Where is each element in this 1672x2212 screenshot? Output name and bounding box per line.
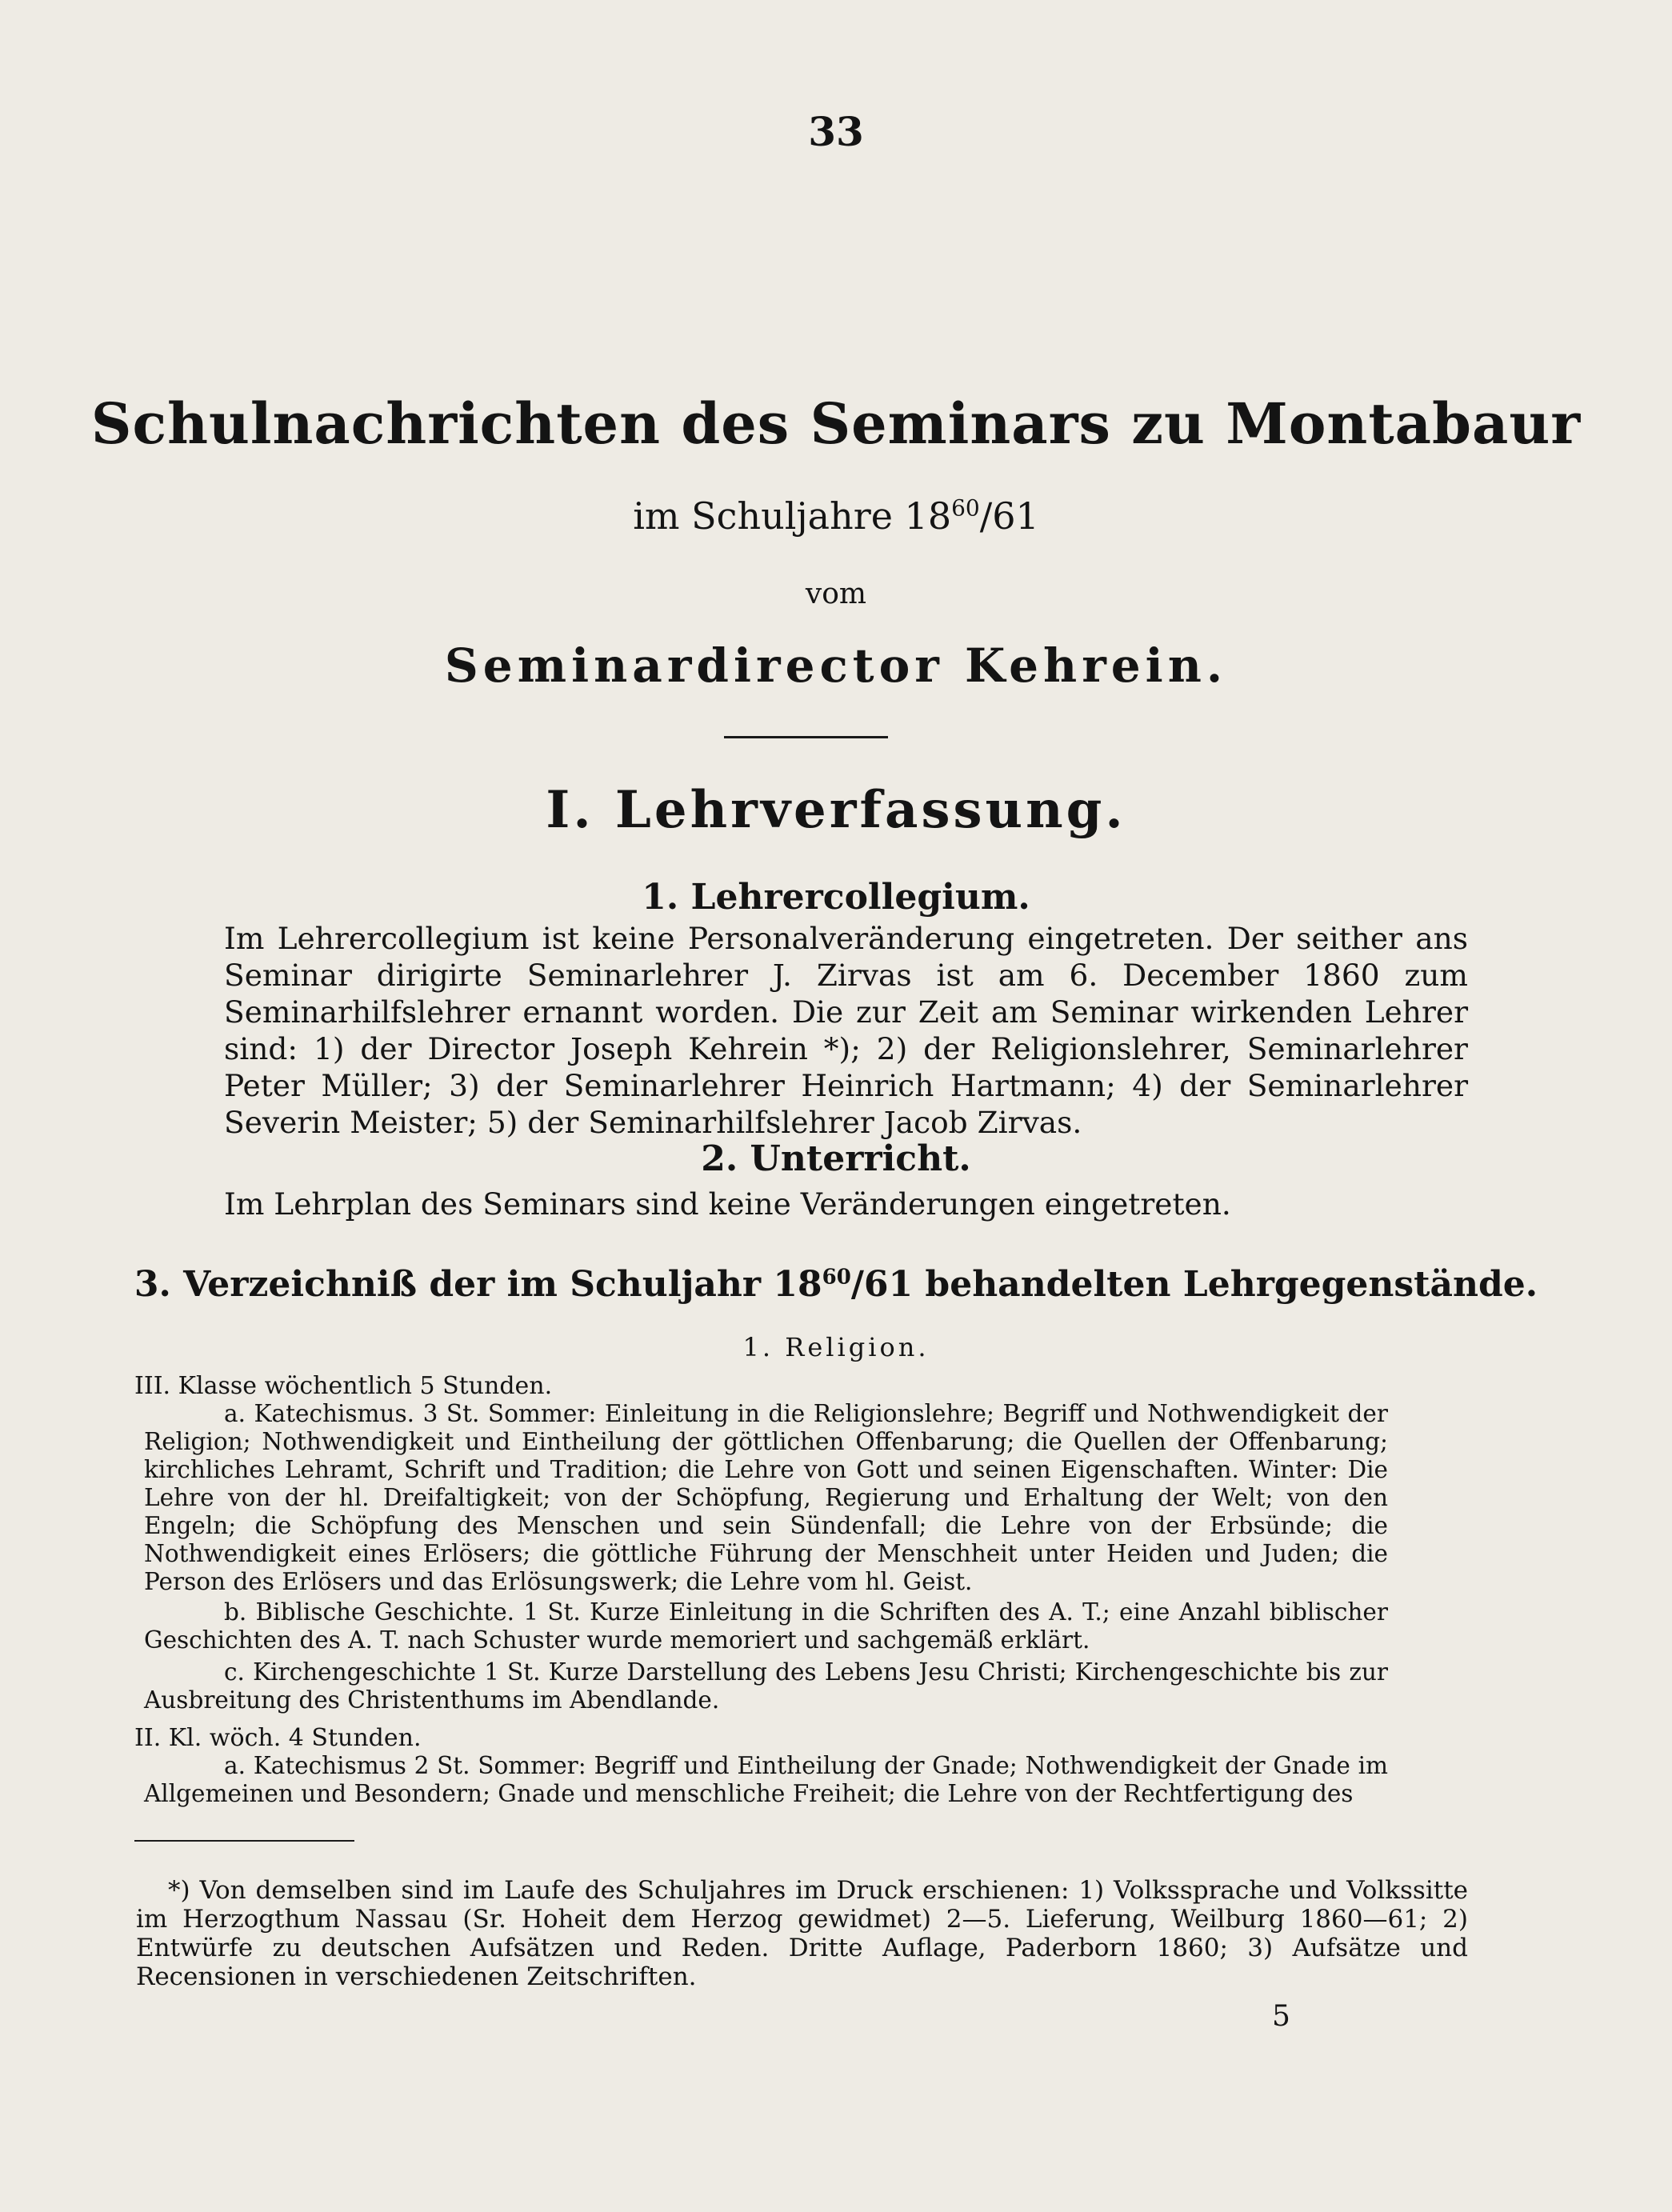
footnote-divider [134,1840,354,1842]
subsection-heading-unterricht: 2. Unterricht. [701,1138,971,1179]
sub3-suffix: /61 behandelten Lehrgegenstände. [850,1264,1538,1305]
section-heading: I. Lehrverfassung. [546,780,1126,840]
entry-kirchengeschichte: c. Kirchengeschichte 1 St. Kurze Darstellung des Lebens Jesu Christi; Kirchengeschichte bis zur Ausbreitung des Christenthums im Abendlande. [144,1658,1388,1714]
page-title: Schulnachrichten des Seminars zu Montabaur [90,390,1582,457]
signature-mark: 5 [1272,2000,1290,2033]
religion-heading: 1. Religion. [742,1332,930,1362]
subtitle-superscript: 60 [951,494,980,522]
sub3-text: 3. Verzeichniß der im Schuljahr 18 [134,1264,822,1305]
school-year-subtitle [0,494,1672,538]
paragraph-lehrercollegium: Im Lehrercollegium ist keine Personalveränderung eingetreten. Der seither ans Seminar dirigirte Seminarlehrer J. Zirvas ist am 6. December 1860 zum Seminarhilfslehrer ernannt worden. Die zur Zeit am Seminar wirkenden Lehrer sind: 1) der Director Joseph Kehrein *); 2) der Religionslehrer, Seminarlehrer Peter Müller; 3) der Seminarlehrer Heinrich Hartmann; 4) der Seminarlehrer Severin Meister; 5) der Seminarhilfslehrer Jacob Zirvas. [224,921,1468,1140]
entry-katechismus-class3: a. Katechismus. 3 St. Sommer: Einleitung in die Religionslehre; Begriff und Nothwendigkeit der Religion; Nothwendigkeit und Eintheilung der göttlichen Offenbarung; die Quellen der Offenbarung; kirchliches Lehramt, Schrift und Tradition; die Lehre von Gott und seinen Eigenschaften. Winter: Die Lehre von der hl. Dreifaltigkeit; von der Schöpfung, Regierung und Erhaltung der Welt; von den Engeln; die Schöpfung des Menschen und sein Sündenfall; die Lehre von der Erbsünde; die Nothwendigkeit eines Erlösers; die göttliche Führung der Menschheit unter Heiden und Juden; die Person des Erlösers und das Erlösungswerk; die Lehre vom hl. Geist. [144,1400,1388,1595]
paragraph-unterricht: Im Lehrplan des Seminars sind keine Veränderungen eingetreten. [224,1186,1231,1222]
subtitle-suffix: /61 [979,494,1039,538]
sub3-superscript: 60 [822,1265,851,1290]
subsection-heading-lehrercollegium: 1. Lehrercollegium. [642,877,1030,918]
class-three-line: III. Klasse wöchentlich 5 Stunden. [134,1372,553,1400]
page-number: 33 [808,108,864,155]
entry-katechismus-class2: a. Katechismus 2 St. Sommer: Begriff und Eintheilung der Gnade; Nothwendigkeit der Gnade im Allgemeinen und Besondern; Gnade und menschliche Freiheit; die Lehre von der Rechtfertigung des [144,1752,1388,1807]
class-two-line: II. Kl. wöch. 4 Stunden. [134,1724,422,1752]
subsection-heading-lehrgegenstaende [0,1264,1672,1305]
entry-biblische-geschichte: b. Biblische Geschichte. 1 St. Kurze Einleitung in die Schriften des A. T.; eine Anzahl biblischer Geschichten des A. T. nach Schuster wurde memoriert und sachgemäß erklärt. [144,1598,1388,1654]
subtitle-text: im Schuljahre 18 [633,494,952,538]
footnote: *) Von demselben sind im Laufe des Schuljahres im Druck erschienen: 1) Volkssprache und Volkssitte im Herzogthum Nassau (Sr. Hoheit dem Herzog gewidmet) 2—5. Lieferung, Weilburg 1860—61; 2) Entwürfe zu deutschen Aufsätzen und Reden. Dritte Auflage, Paderborn 1860; 3) Aufsätze und Recensionen in verschiedenen Zeitschriften. [136,1876,1468,1991]
title-divider [724,736,888,738]
author-line: Seminardirector Kehrein. [444,638,1228,693]
by-line: vom [805,578,867,610]
